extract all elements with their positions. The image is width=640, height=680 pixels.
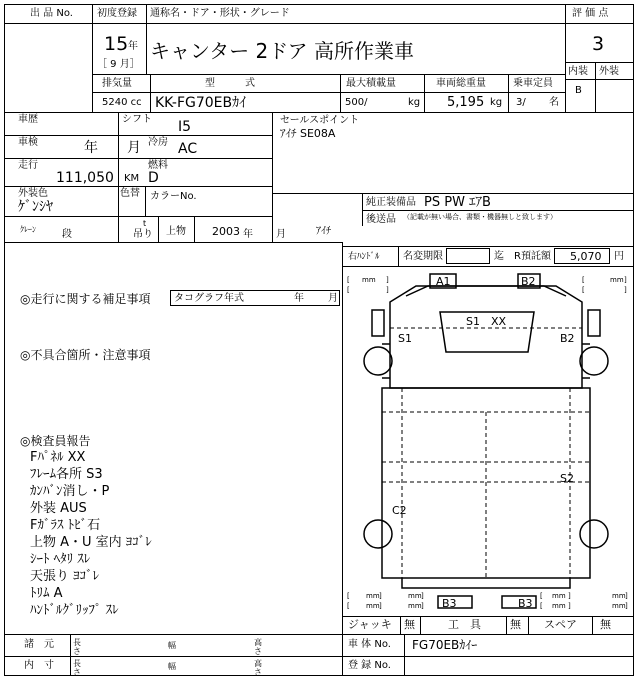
lot-no-label: 出 品 No. bbox=[30, 8, 73, 19]
vehicle-diagram bbox=[342, 266, 634, 616]
interior-grade: B bbox=[575, 85, 582, 96]
bracket: [ bbox=[540, 592, 543, 600]
crane-label: ｸﾚｰﾝ bbox=[20, 225, 36, 234]
displacement-label: 排気量 bbox=[102, 78, 132, 89]
report-line: ｶﾝﾊﾞﾝ消し・P bbox=[30, 484, 110, 499]
fuel-value: D bbox=[148, 170, 159, 186]
gross-weight-label: 車両総重量 bbox=[436, 78, 486, 89]
sales-point-label: セールスポイント bbox=[280, 115, 360, 126]
spec-width-label: 幅 bbox=[168, 641, 176, 650]
mark-c2: C2 bbox=[392, 504, 407, 517]
first-reg-month: ［ 9 月］ bbox=[97, 59, 140, 70]
history-label: 車歴 bbox=[18, 114, 38, 125]
mm-label: mm bbox=[552, 602, 566, 610]
inspection-month-unit: 月 bbox=[127, 140, 141, 156]
first-reg-year-unit: 年 bbox=[128, 41, 138, 52]
mileage-value: 111,050 bbox=[56, 170, 114, 186]
mm-label: mm bbox=[408, 592, 422, 600]
interior-label: 内装 bbox=[568, 66, 588, 77]
tacho-year-unit: 年 bbox=[294, 293, 304, 304]
tacho-month-unit: 月 bbox=[328, 293, 338, 304]
bracket-close: ] bbox=[379, 602, 382, 610]
displacement-value: 5240 cc bbox=[102, 97, 142, 108]
mm-label: mm bbox=[362, 276, 376, 284]
mark-b2-top: B2 bbox=[521, 275, 536, 288]
exterior-label: 外装 bbox=[599, 66, 619, 77]
mm-label: mm bbox=[366, 592, 380, 600]
first-reg-label: 初度登録 bbox=[97, 8, 137, 19]
score-value: 3 bbox=[592, 33, 605, 55]
spec-height-label: 高さ bbox=[254, 638, 262, 656]
mark-a1: A1 bbox=[436, 275, 451, 288]
report-line: 天張り ﾖｺﾞﾚ bbox=[30, 569, 100, 584]
report-line: 上物 A・U 室内 ﾖｺﾞﾚ bbox=[30, 535, 152, 550]
max-load-unit: kg bbox=[408, 97, 421, 108]
bracket-close: ] bbox=[624, 276, 627, 284]
spare-label: スペア bbox=[544, 618, 577, 631]
bracket: [ bbox=[347, 602, 350, 610]
report-line: Fｶﾞﾗｽ ﾄﾋﾞ石 bbox=[30, 518, 101, 533]
max-load-label: 最大積載量 bbox=[346, 78, 396, 89]
gross-weight-value: 5,195 bbox=[447, 95, 485, 110]
ac-value: AC bbox=[178, 141, 198, 157]
spec-label: 諸 元 bbox=[24, 639, 54, 650]
name-change-box bbox=[446, 248, 490, 264]
shift-label: シフト bbox=[122, 114, 152, 125]
chassis-value: FG70EBｶｲｰ bbox=[412, 638, 478, 652]
mm-label: mm bbox=[552, 592, 566, 600]
inner-height-label: 高さ bbox=[254, 659, 262, 677]
spare-value: 無 bbox=[600, 618, 611, 631]
capacity-label: 乗車定員 bbox=[513, 78, 553, 89]
crane-lift-top: t bbox=[143, 219, 147, 228]
recycle-value: 5,070 bbox=[570, 250, 602, 263]
mark-s1-xx: S1 XX bbox=[466, 315, 507, 328]
bracket-close: ] bbox=[379, 592, 382, 600]
report-line: ﾄﾘﾑ A bbox=[30, 586, 63, 601]
bracket-close: ] bbox=[386, 276, 389, 284]
mark-b2: B2 bbox=[560, 332, 575, 345]
bracket: [ bbox=[582, 286, 585, 294]
mark-b3-right: B3 bbox=[518, 597, 533, 610]
bracket: [ bbox=[347, 276, 350, 284]
mm-label: mm bbox=[366, 602, 380, 610]
mark-s1: S1 bbox=[398, 332, 412, 345]
car-name: キャンター 2ドア 高所作業車 bbox=[150, 39, 415, 63]
bracket-close: ] bbox=[568, 592, 571, 600]
color-no-label-b: カラーNo. bbox=[150, 191, 197, 202]
report-line: Fﾊﾟﾈﾙ XX bbox=[30, 450, 86, 465]
capacity-unit: 名 bbox=[549, 97, 559, 108]
ext-color-label: 外装色 bbox=[18, 188, 48, 199]
mileage-label: 走行 bbox=[18, 160, 38, 171]
inner-len-label: 長さ bbox=[73, 659, 81, 677]
first-reg-year: 15 bbox=[104, 33, 129, 55]
name-label: 通称名・ドア・形状・グレード bbox=[150, 8, 290, 19]
score-label: 評 価 点 bbox=[572, 8, 609, 19]
max-load-value: 500/ bbox=[345, 97, 368, 108]
chassis-label: 車 体 No. bbox=[348, 639, 391, 650]
upper-maker: ｱｲﾁ bbox=[316, 226, 331, 237]
bracket: [ bbox=[347, 286, 350, 294]
driving-section-label: ◎走行に関する補足事項 bbox=[20, 292, 151, 306]
upper-year-unit: 年 bbox=[243, 229, 253, 240]
tools-label: 工 具 bbox=[448, 618, 481, 631]
bracket-close: ] bbox=[624, 286, 627, 294]
sales-point-value: ｱｲﾁ SE08A bbox=[280, 127, 336, 140]
bracket-close: ] bbox=[625, 602, 628, 610]
mm-label: mm bbox=[610, 276, 624, 284]
recycle-unit: 円 bbox=[614, 251, 624, 262]
mileage-unit: KM bbox=[124, 173, 140, 184]
mm-label: mm bbox=[612, 602, 626, 610]
tools-value: 無 bbox=[510, 618, 521, 631]
bracket: [ bbox=[582, 276, 585, 284]
tacho-label: タコグラフ年式 bbox=[174, 293, 244, 304]
report-line: 外装 AUS bbox=[30, 501, 87, 516]
shift-value: I5 bbox=[178, 119, 192, 135]
inner-label: 内 寸 bbox=[24, 660, 54, 671]
inner-width-label: 幅 bbox=[168, 662, 176, 671]
bracket-close: ] bbox=[421, 592, 424, 600]
defect-section-label: ◎不具合箇所・注意事項 bbox=[20, 348, 151, 362]
handle-side: 右ﾊﾝﾄﾞﾙ bbox=[348, 252, 380, 262]
mark-b3-left: B3 bbox=[442, 597, 457, 610]
mm-label: mm bbox=[612, 592, 626, 600]
spec-len-label: 長さ bbox=[73, 638, 81, 656]
equipment-label: 純正装備品 bbox=[366, 197, 416, 208]
recycle-label: R預託額 bbox=[514, 251, 551, 262]
model-label: 型 式 bbox=[205, 78, 255, 89]
model-value: KK-FG70EBｶｲ bbox=[155, 95, 247, 111]
jack-label: ジャッキ bbox=[348, 618, 392, 631]
bracket-close: ] bbox=[421, 602, 424, 610]
inspector-section-label: ◎検査員報告 bbox=[20, 434, 91, 448]
color-no-label-a: 色替 bbox=[120, 188, 140, 199]
bracket-close: ] bbox=[625, 592, 628, 600]
crane-lift-unit: 吊り bbox=[133, 229, 153, 240]
accessory-note: （記載が無い場合、書類・機器無しと致します） bbox=[403, 213, 557, 221]
upper-label: 上物 bbox=[166, 226, 186, 237]
reg-label: 登 録 No. bbox=[348, 660, 391, 671]
upper-year: 2003 bbox=[212, 225, 240, 238]
mm-label: mm bbox=[408, 602, 422, 610]
jack-value: 無 bbox=[404, 618, 415, 631]
fuel-label: 燃料 bbox=[148, 160, 168, 171]
report-line: ｼｰﾄ ﾍﾀﾘ ｽﾚ bbox=[30, 552, 91, 567]
bracket: [ bbox=[540, 602, 543, 610]
inspection-label: 車検 bbox=[18, 137, 38, 148]
crane-stage-unit: 段 bbox=[62, 229, 72, 240]
ac-label: 冷房 bbox=[148, 137, 168, 148]
capacity-value: 3/ bbox=[516, 97, 526, 108]
name-change-unit: 迄 bbox=[494, 251, 504, 262]
report-line: ﾌﾚｰﾑ各所 S3 bbox=[30, 467, 103, 482]
inspection-year-unit: 年 bbox=[84, 140, 98, 156]
equipment-value: PS PW ｴｱB bbox=[424, 195, 491, 210]
inspector-report-list bbox=[30, 449, 330, 619]
report-line: ﾊﾝﾄﾞﾙｸﾞﾘｯﾌﾟ ｽﾚ bbox=[30, 603, 119, 618]
ext-color-value: ｹﾞﾝｼﾔ bbox=[18, 199, 53, 215]
mark-s2: S2 bbox=[560, 472, 574, 485]
upper-month-unit: 月 bbox=[276, 229, 286, 240]
name-change-label: 名変期限 bbox=[403, 251, 443, 262]
bracket: [ bbox=[347, 592, 350, 600]
accessory-label: 後送品 bbox=[366, 214, 396, 225]
gross-weight-unit: kg bbox=[490, 97, 503, 108]
bracket-close: ] bbox=[386, 286, 389, 294]
bracket-close: ] bbox=[568, 602, 571, 610]
